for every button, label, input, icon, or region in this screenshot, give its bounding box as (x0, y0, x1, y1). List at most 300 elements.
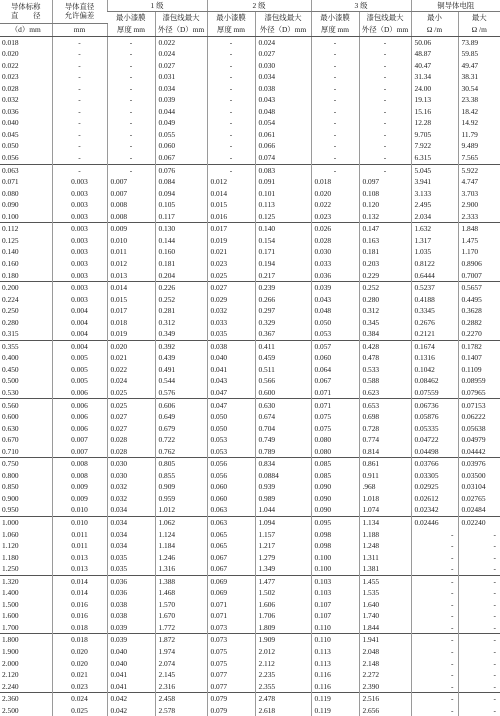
cell-g1-min-film: 0.034 (107, 540, 155, 552)
table-row (0, 328, 500, 340)
cell-nominal-diameter: 1.320 (0, 575, 52, 587)
cell-res-max: 0.02240 (458, 516, 500, 528)
cell-g3-max-od: 0.861 (359, 458, 411, 470)
header-tolerance-unit: mm (52, 23, 107, 36)
cell-g2-max-od: 0.297 (255, 305, 311, 317)
cell-g3-min-film: 0.060 (311, 352, 359, 364)
table-row (0, 552, 500, 564)
cell-g2-min-film: 0.079 (207, 705, 255, 716)
cell-g3-max-od: - (359, 48, 411, 60)
cell-diameter-tolerance: 0.003 (52, 294, 107, 306)
cell-g2-min-film: 0.060 (207, 481, 255, 493)
cell-g2-min-film: 0.017 (207, 223, 255, 235)
cell-g2-min-film: - (207, 129, 255, 141)
cell-g1-min-film: 0.008 (107, 199, 155, 211)
table-row (0, 106, 500, 118)
cell-res-min: - (411, 681, 458, 693)
cell-nominal-diameter: 0.400 (2, 353, 19, 363)
table-row (0, 294, 500, 306)
cell-res-min: 19.13 (411, 94, 458, 106)
cell-g1-max-od: 1.974 (155, 646, 207, 658)
cell-res-min: 9.705 (411, 129, 458, 141)
cell-g1-max-od: 0.762 (155, 446, 207, 458)
cell-g3-max-od: 0.280 (359, 294, 411, 306)
cell-res-min: - (411, 634, 458, 646)
table-row (0, 83, 500, 95)
cell-res-max: 4.747 (458, 176, 500, 188)
cell-g2-max-od: 1.157 (255, 528, 311, 540)
cell-g3-max-od: 0.163 (359, 235, 411, 247)
cell-nominal-diameter: 0.018 (2, 37, 19, 47)
cell-g3-max-od: 1.844 (359, 622, 411, 634)
cell-g2-max-od: 1.809 (255, 622, 311, 634)
cell-nominal-diameter: 2.000 (2, 658, 19, 668)
cell-g3-min-film: 0.033 (311, 258, 359, 270)
cell-g2-min-film: 0.069 (207, 575, 255, 587)
cell-res-min: 2.034 (411, 211, 458, 223)
cell-g1-max-od: 0.544 (155, 375, 207, 387)
cell-res-max: - (458, 599, 500, 611)
header-grade-3: 3 级 (311, 0, 411, 12)
cell-g2-max-od: 1.706 (255, 610, 311, 622)
cell-diameter-tolerance: 0.016 (52, 599, 107, 611)
cell-diameter-tolerance: 0.003 (52, 199, 107, 211)
cell-res-min: 24.00 (411, 83, 458, 95)
cell-g3-min-film: 0.053 (311, 328, 359, 340)
table-row (0, 587, 500, 599)
cell-g2-min-film: 0.060 (207, 493, 255, 505)
cell-res-max: 38.31 (458, 71, 500, 83)
cell-g3-max-od: 1.740 (359, 610, 411, 622)
cell-res-min: 7.922 (411, 140, 458, 152)
cell-g1-min-film: 0.018 (107, 317, 155, 329)
cell-diameter-tolerance: 0.025 (52, 705, 107, 716)
cell-g2-min-film: 0.056 (207, 470, 255, 482)
cell-diameter-tolerance: 0.014 (52, 575, 107, 587)
cell-g2-max-od: 1.094 (255, 516, 311, 528)
cell-res-max: 1.848 (458, 223, 500, 235)
cell-g1-max-od: 0.679 (155, 423, 207, 435)
cell-res-min: - (411, 540, 458, 552)
cell-res-min: 31.34 (411, 71, 458, 83)
cell-nominal-diameter: 0.850 (2, 482, 19, 492)
cell-g3-min-film: - (311, 152, 359, 164)
cell-nominal-diameter: 1.060 (2, 529, 19, 539)
cell-g2-max-od: 0.091 (255, 176, 311, 188)
cell-diameter-tolerance: 0.008 (52, 458, 107, 470)
cell-res-min: 0.3345 (411, 305, 458, 317)
cell-nominal-diameter: 1.600 (2, 611, 19, 621)
cell-res-min: 0.2121 (411, 328, 458, 340)
cell-g2-max-od: 2.478 (255, 693, 311, 705)
cell-g1-min-film: 0.041 (107, 669, 155, 681)
table-row (0, 528, 500, 540)
cell-res-max: 0.02765 (458, 493, 500, 505)
table-header (0, 0, 500, 36)
cell-g3-min-film: 0.057 (311, 340, 359, 352)
cell-diameter-tolerance: 0.013 (52, 563, 107, 575)
table-row (0, 493, 500, 505)
cell-res-max: 0.04442 (458, 446, 500, 458)
cell-diameter-tolerance: 0.005 (52, 352, 107, 364)
cell-g2-min-film: 0.067 (207, 552, 255, 564)
cell-g3-max-od: 0.147 (359, 223, 411, 235)
cell-diameter-tolerance: 0.016 (52, 610, 107, 622)
cell-g2-min-film: 0.071 (207, 599, 255, 611)
cell-g1-max-od: 0.094 (155, 188, 207, 200)
cell-g2-min-film: 0.056 (207, 458, 255, 470)
cell-g3-min-film: 0.085 (311, 458, 359, 470)
cell-g2-min-film: 0.050 (207, 411, 255, 423)
cell-res-max: 0.03976 (458, 458, 500, 470)
table-row (0, 646, 500, 658)
cell-g3-min-film: 0.064 (311, 364, 359, 376)
cell-res-max: 0.2882 (458, 317, 500, 329)
table-row (0, 516, 500, 528)
cell-g3-max-od: 0.774 (359, 434, 411, 446)
cell-diameter-tolerance: 0.004 (52, 317, 107, 329)
header-diameter-tolerance: 导体直径 允许偏差 (52, 0, 107, 23)
cell-res-max: 0.02484 (458, 504, 500, 516)
cell-g3-min-film: 0.039 (311, 281, 359, 293)
cell-nominal-diameter: 0.180 (2, 270, 19, 280)
cell-res-max: 0.07965 (458, 387, 500, 399)
cell-g2-max-od: 0.048 (255, 106, 311, 118)
cell-nominal-diameter: 0.315 (2, 329, 19, 339)
table-row (0, 211, 500, 223)
cell-g2-max-od: 0.834 (255, 458, 311, 470)
cell-g2-max-od: 2.235 (255, 669, 311, 681)
cell-g1-min-film: 0.040 (107, 657, 155, 669)
cell-g1-min-film: 0.028 (107, 446, 155, 458)
cell-diameter-tolerance: - (52, 60, 107, 72)
cell-g1-max-od: 0.281 (155, 305, 207, 317)
cell-nominal-diameter: 0.250 (2, 306, 19, 316)
cell-res-max: 0.04979 (458, 434, 500, 446)
cell-g3-max-od: 0.345 (359, 317, 411, 329)
cell-g3-min-film: 0.103 (311, 587, 359, 599)
cell-g3-max-od: 0.181 (359, 246, 411, 258)
cell-nominal-diameter: 0.020 (2, 49, 19, 59)
cell-g1-max-od: 1.012 (155, 504, 207, 516)
cell-diameter-tolerance: 0.006 (52, 399, 107, 411)
cell-nominal-diameter: 0.022 (2, 60, 19, 70)
header-g1-film-unit: 厚度 mm (107, 23, 155, 36)
cell-g1-min-film: 0.019 (107, 328, 155, 340)
cell-g2-max-od: 0.101 (255, 188, 311, 200)
cell-res-min: - (411, 669, 458, 681)
cell-diameter-tolerance: 0.004 (52, 328, 107, 340)
cell-g1-max-od: 0.855 (155, 470, 207, 482)
cell-res-max: - (458, 575, 500, 587)
cell-g3-min-film: - (311, 48, 359, 60)
cell-g1-min-film: 0.034 (107, 504, 155, 516)
cell-res-max: - (458, 693, 500, 705)
cell-g2-max-od: 0.411 (255, 340, 311, 352)
cell-g1-max-od: 1.062 (155, 516, 207, 528)
cell-g1-min-film: - (107, 129, 155, 141)
cell-g2-min-film: 0.071 (207, 610, 255, 622)
cell-g1-max-od: 0.044 (155, 106, 207, 118)
cell-diameter-tolerance: 0.008 (52, 470, 107, 482)
cell-res-max: 73.89 (458, 36, 500, 48)
cell-res-max: 0.5657 (458, 281, 500, 293)
cell-g1-min-film: 0.008 (107, 211, 155, 223)
cell-g2-max-od: 2.618 (255, 705, 311, 716)
cell-res-min: 0.03305 (411, 470, 458, 482)
cell-res-max: - (458, 540, 500, 552)
header-g3-min-film: 最小漆膜 (311, 12, 359, 24)
cell-g2-min-film: 0.063 (207, 504, 255, 516)
table-row (0, 164, 500, 176)
cell-g2-min-film: 0.021 (207, 246, 255, 258)
cell-res-min: 50.06 (411, 36, 458, 48)
cell-g2-min-film: 0.047 (207, 399, 255, 411)
cell-diameter-tolerance: 0.023 (52, 681, 107, 693)
cell-nominal-diameter: 0.045 (2, 129, 19, 139)
cell-g3-min-film: 0.098 (311, 540, 359, 552)
cell-res-min: - (411, 528, 458, 540)
cell-g2-max-od: 0.239 (255, 281, 311, 293)
cell-nominal-diameter: 0.063 (0, 164, 52, 176)
cell-g1-max-od: 2.316 (155, 681, 207, 693)
cell-g2-max-od: 0.061 (255, 129, 311, 141)
cell-g1-max-od: 1.388 (155, 575, 207, 587)
cell-res-max: 9.489 (458, 140, 500, 152)
cell-g3-max-od: - (359, 152, 411, 164)
cell-nominal-diameter: 2.120 (2, 670, 19, 680)
cell-res-min: 0.05335 (411, 423, 458, 435)
cell-g2-min-film: 0.053 (207, 434, 255, 446)
cell-g1-max-od: 0.606 (155, 399, 207, 411)
cell-g2-max-od: 0.329 (255, 317, 311, 329)
table-row (0, 36, 500, 48)
cell-g1-min-film: 0.027 (107, 423, 155, 435)
cell-res-min: 0.02925 (411, 481, 458, 493)
cell-res-min: 48.87 (411, 48, 458, 60)
cell-g1-min-film: 0.009 (107, 223, 155, 235)
cell-diameter-tolerance: - (52, 94, 107, 106)
cell-g1-min-film: 0.011 (107, 246, 155, 258)
cell-g2-min-film: 0.025 (207, 269, 255, 281)
cell-res-min: 0.02612 (411, 493, 458, 505)
cell-res-min: 0.1316 (411, 352, 458, 364)
table-row (0, 563, 500, 575)
cell-diameter-tolerance: 0.005 (52, 375, 107, 387)
cell-res-min: 0.06736 (411, 399, 458, 411)
cell-g3-min-film: - (311, 129, 359, 141)
cell-g2-max-od: 0.217 (255, 269, 311, 281)
header-copper-resistance: 铜导体电阻 (411, 0, 500, 12)
cell-diameter-tolerance: 0.003 (52, 281, 107, 293)
cell-g2-min-film: 0.065 (207, 528, 255, 540)
cell-g2-max-od: 0.140 (255, 223, 311, 235)
cell-g3-min-film: - (311, 36, 359, 48)
cell-g1-max-od: 2.145 (155, 669, 207, 681)
cell-diameter-tolerance: - (52, 106, 107, 118)
cell-g3-min-film: 0.095 (311, 516, 359, 528)
cell-res-max: 0.08959 (458, 375, 500, 387)
cell-g1-min-film: 0.024 (107, 375, 155, 387)
cell-g2-max-od: 1.279 (255, 552, 311, 564)
cell-res-min: - (411, 610, 458, 622)
cell-res-max: - (458, 646, 500, 658)
cell-g2-min-film: - (207, 152, 255, 164)
cell-nominal-diameter: 0.800 (2, 470, 19, 480)
cell-g1-max-od: 0.439 (155, 352, 207, 364)
cell-g2-min-film: - (207, 106, 255, 118)
cell-g3-min-film: 0.119 (311, 693, 359, 705)
cell-res-min: - (411, 693, 458, 705)
cell-g3-max-od: - (359, 164, 411, 176)
cell-g3-max-od: - (359, 117, 411, 129)
cell-g3-min-film: 0.023 (311, 211, 359, 223)
header-res-min-unit: Ω /m (411, 23, 458, 36)
cell-g3-min-film: 0.090 (311, 504, 359, 516)
cell-res-min: 0.6444 (411, 269, 458, 281)
cell-diameter-tolerance: 0.003 (52, 235, 107, 247)
header-res-max-unit: Ω /m (458, 23, 500, 36)
cell-diameter-tolerance: 0.024 (52, 693, 107, 705)
cell-res-max: 0.1407 (458, 352, 500, 364)
cell-g3-max-od: 0.533 (359, 364, 411, 376)
cell-g3-min-film: 0.030 (311, 246, 359, 258)
cell-g3-min-film: 0.116 (311, 681, 359, 693)
cell-g1-min-film: 0.007 (107, 188, 155, 200)
cell-nominal-diameter: 0.050 (2, 141, 19, 151)
table-row (0, 599, 500, 611)
cell-g2-max-od: 0.989 (255, 493, 311, 505)
cell-g2-max-od: 2.012 (255, 646, 311, 658)
table-row (0, 705, 500, 716)
cell-g2-max-od: 0.789 (255, 446, 311, 458)
cell-nominal-diameter: 0.280 (2, 317, 19, 327)
cell-g1-min-film: 0.015 (107, 294, 155, 306)
cell-g2-min-film: 0.073 (207, 622, 255, 634)
cell-g2-min-film: 0.029 (207, 294, 255, 306)
cell-g2-min-film: 0.047 (207, 387, 255, 399)
cell-g1-max-od: 1.316 (155, 563, 207, 575)
cell-diameter-tolerance: 0.006 (52, 387, 107, 399)
cell-g2-max-od: 0.027 (255, 48, 311, 60)
cell-g2-min-film: 0.016 (207, 211, 255, 223)
cell-g2-min-film: 0.033 (207, 317, 255, 329)
table-row (0, 199, 500, 211)
cell-g3-max-od: 0.623 (359, 387, 411, 399)
cell-g3-max-od: 0.252 (359, 281, 411, 293)
cell-res-min: - (411, 657, 458, 669)
table-row (0, 223, 500, 235)
cell-res-min: 1.317 (411, 235, 458, 247)
cell-res-min: - (411, 705, 458, 716)
cell-g2-min-film: 0.075 (207, 657, 255, 669)
cell-g1-max-od: 0.022 (155, 36, 207, 48)
cell-g2-max-od: 2.355 (255, 681, 311, 693)
cell-g3-min-film: - (311, 94, 359, 106)
cell-nominal-diameter: 0.100 (2, 211, 19, 221)
cell-g1-min-film: 0.030 (107, 458, 155, 470)
cell-g1-max-od: 0.105 (155, 199, 207, 211)
cell-g3-max-od: 0.698 (359, 411, 411, 423)
cell-g3-max-od: 0.588 (359, 375, 411, 387)
cell-g2-min-film: 0.073 (207, 634, 255, 646)
cell-res-max: 0.3628 (458, 305, 500, 317)
cell-g1-min-film: 0.039 (107, 622, 155, 634)
table-row (0, 399, 500, 411)
cell-res-min: 0.1674 (411, 340, 458, 352)
cell-g1-max-od: 0.312 (155, 317, 207, 329)
cell-res-min: 6.315 (411, 152, 458, 164)
cell-g1-max-od: 0.576 (155, 387, 207, 399)
cell-g2-min-film: 0.032 (207, 305, 255, 317)
cell-res-max: 30.54 (458, 83, 500, 95)
cell-res-max: 0.03500 (458, 470, 500, 482)
cell-g2-max-od: 0.154 (255, 235, 311, 247)
cell-g1-min-film: 0.028 (107, 434, 155, 446)
cell-g1-max-od: 0.055 (155, 129, 207, 141)
cell-res-max: 0.1109 (458, 364, 500, 376)
header-line: 直 径 (10, 10, 41, 20)
cell-g3-max-od: 0.108 (359, 188, 411, 200)
cell-res-max: - (458, 681, 500, 693)
cell-nominal-diameter: 0.023 (2, 72, 19, 82)
cell-g1-min-film: 0.039 (107, 634, 155, 646)
cell-g2-min-film: 0.015 (207, 199, 255, 211)
cell-g3-min-film: 0.119 (311, 705, 359, 716)
cell-g3-min-film: - (311, 164, 359, 176)
cell-res-min: 0.1042 (411, 364, 458, 376)
cell-g1-min-film: - (107, 48, 155, 60)
cell-nominal-diameter: 0.032 (2, 95, 19, 105)
cell-res-min: 0.04722 (411, 434, 458, 446)
cell-nominal-diameter: 0.710 (2, 446, 19, 456)
cell-g1-min-film: - (107, 106, 155, 118)
cell-g1-min-film: 0.020 (107, 340, 155, 352)
cell-nominal-diameter: 2.240 (2, 681, 19, 691)
cell-res-min: 2.495 (411, 199, 458, 211)
cell-g2-max-od: 0.0884 (255, 470, 311, 482)
table-row (0, 140, 500, 152)
cell-res-max: - (458, 657, 500, 669)
cell-nominal-diameter: 0.112 (0, 223, 52, 235)
cell-g1-min-film: 0.035 (107, 563, 155, 575)
table-row (0, 117, 500, 129)
cell-g2-min-film: 0.035 (207, 328, 255, 340)
cell-g1-min-film: - (107, 152, 155, 164)
cell-nominal-diameter: 2.360 (0, 693, 52, 705)
cell-diameter-tolerance: 0.003 (52, 269, 107, 281)
cell-nominal-diameter: 0.090 (2, 200, 19, 210)
cell-g3-max-od: 2.148 (359, 657, 411, 669)
header-res-min: 最小 (411, 12, 458, 24)
cell-res-min: 40.47 (411, 60, 458, 72)
cell-res-max: - (458, 705, 500, 716)
cell-diameter-tolerance: 0.009 (52, 493, 107, 505)
cell-res-min: - (411, 563, 458, 575)
cell-res-max: 0.7007 (458, 269, 500, 281)
cell-g3-max-od: - (359, 71, 411, 83)
cell-g3-min-film: 0.071 (311, 399, 359, 411)
header-g2-film-unit: 厚度 mm (207, 23, 255, 36)
cell-diameter-tolerance: - (52, 36, 107, 48)
header-g1-min-film: 最小漆膜 (115, 12, 146, 22)
cell-res-max: 0.8906 (458, 258, 500, 270)
cell-g1-min-film: - (107, 83, 155, 95)
cell-g1-max-od: 0.959 (155, 493, 207, 505)
cell-g1-max-od: 0.024 (155, 48, 207, 60)
cell-g2-min-film: 0.053 (207, 446, 255, 458)
cell-g1-max-od: 0.144 (155, 235, 207, 247)
